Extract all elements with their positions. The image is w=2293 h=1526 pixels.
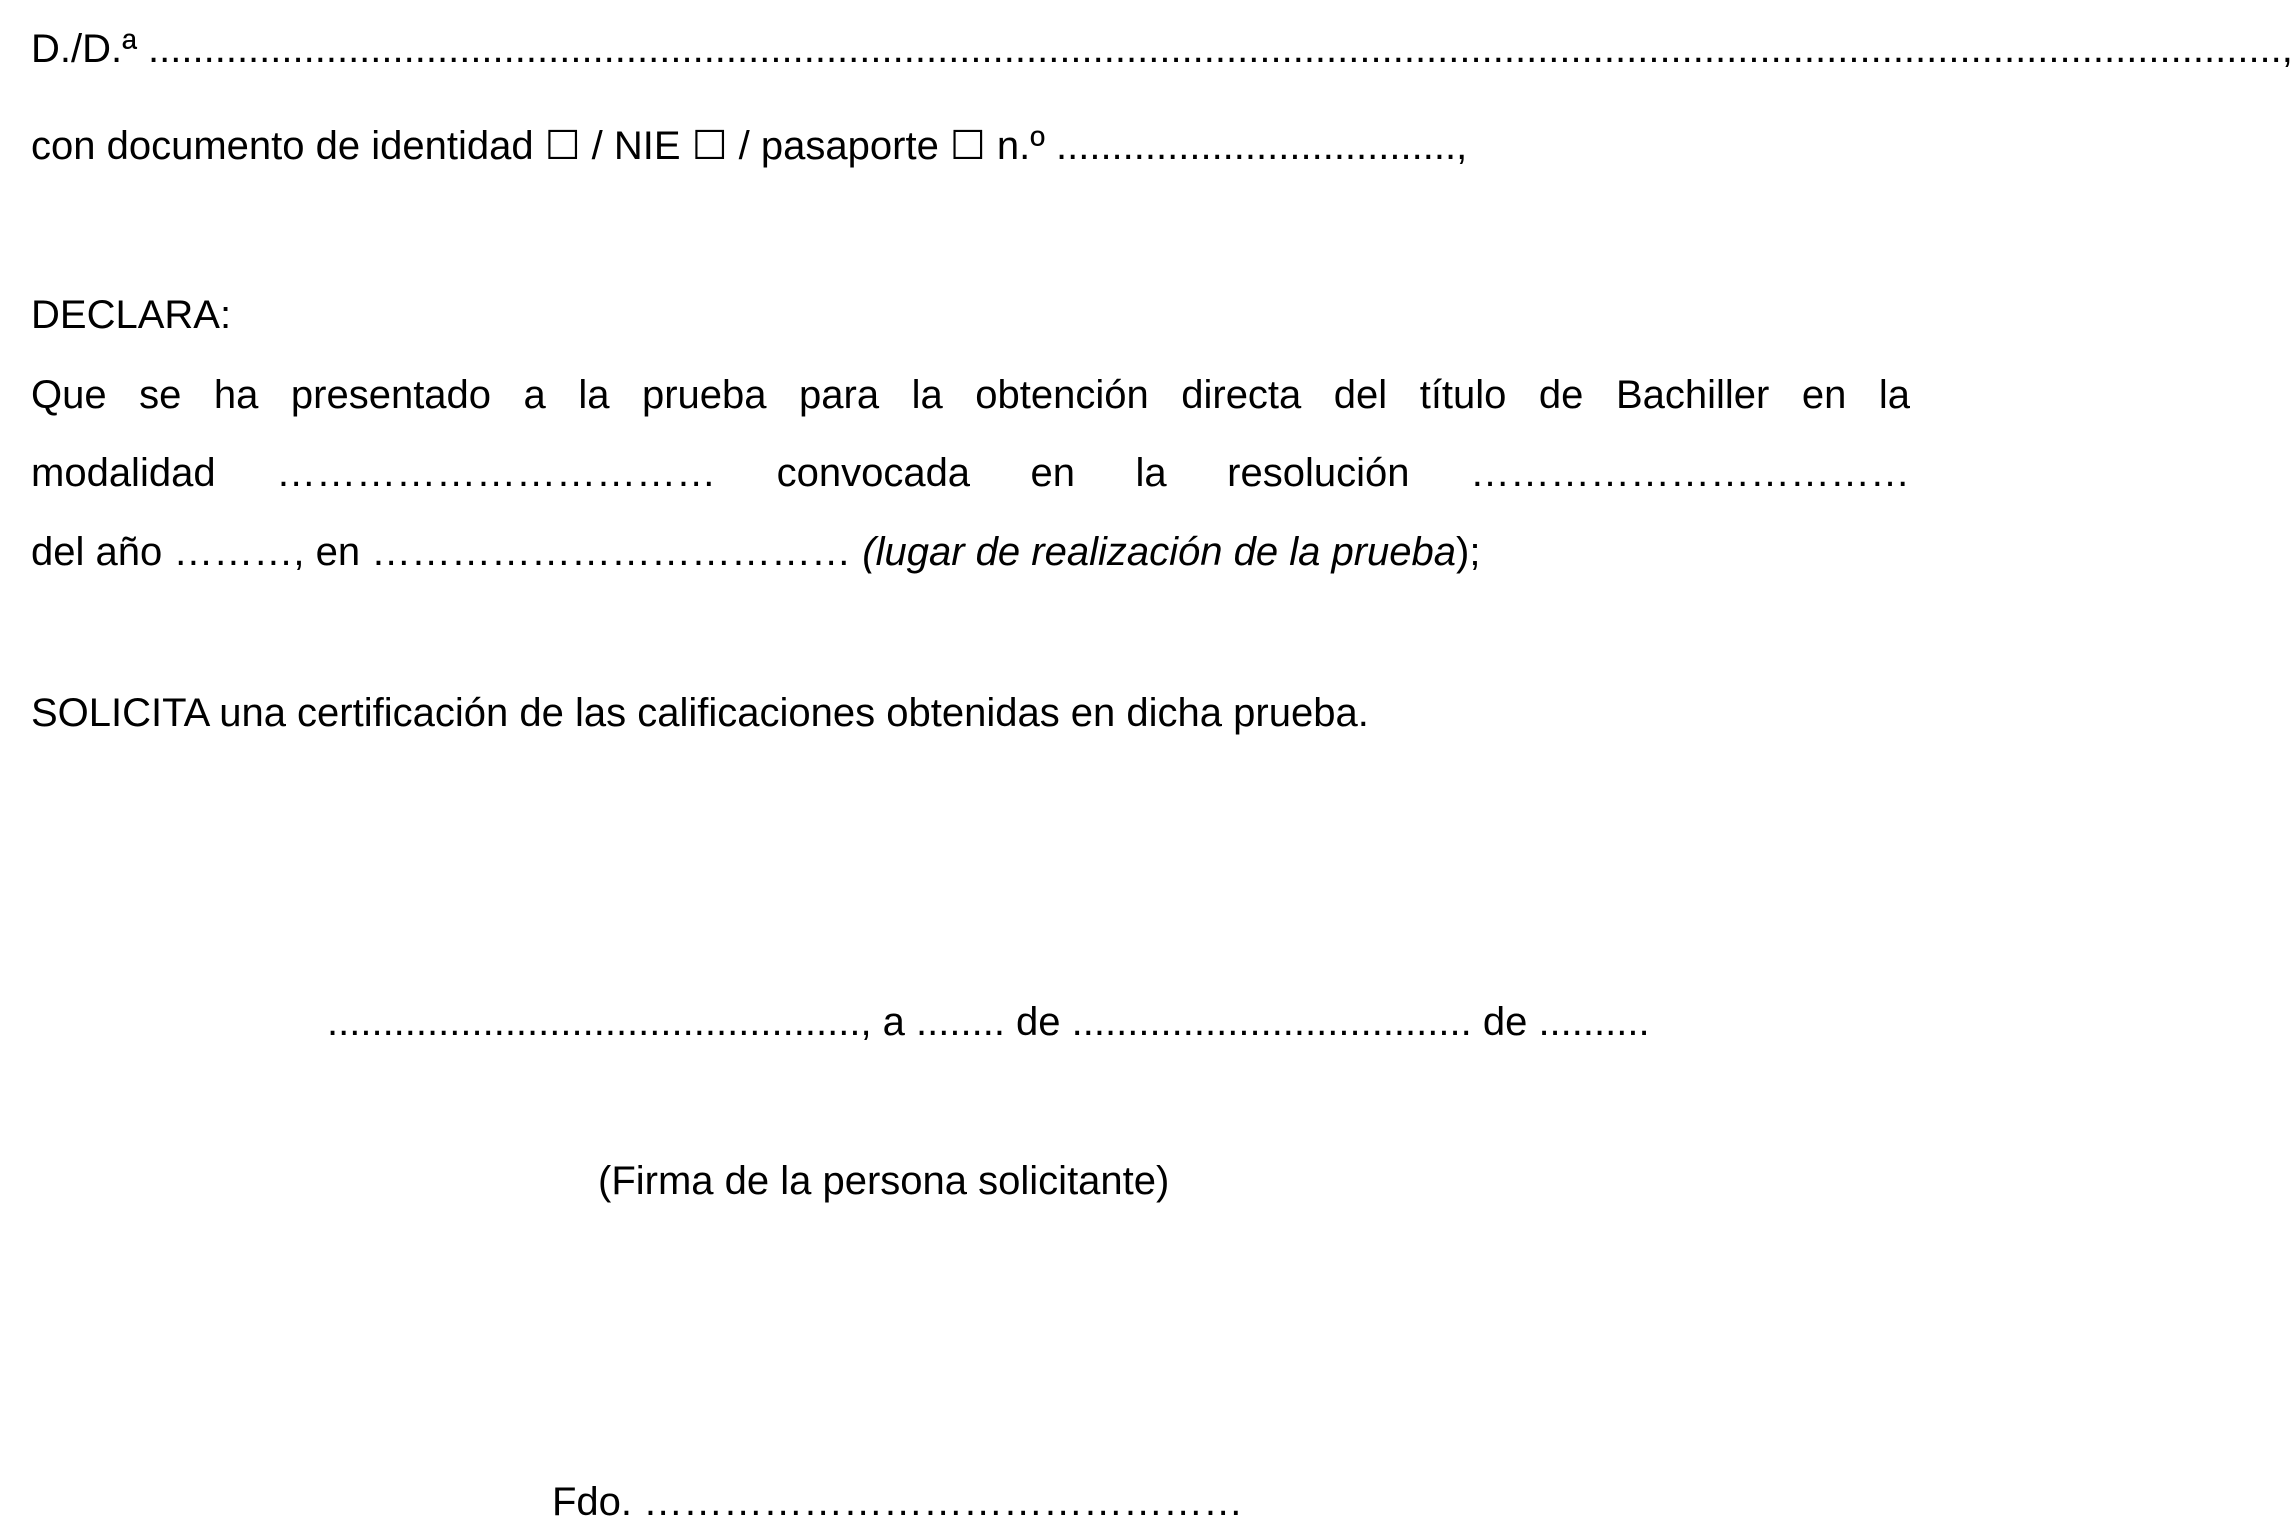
line-end: );: [1456, 530, 1481, 574]
modalidad-label: modalidad: [31, 451, 216, 495]
name-field-line: [31, 25, 2293, 73]
modalidad-blank[interactable]: ……………………………: [276, 451, 717, 495]
place-hint: (lugar de realización de la prueba: [862, 530, 1457, 574]
declara-line-2: [31, 449, 1910, 497]
declara-line-1: Que se ha presentado a la prueba para la obtención directa del título de Bachiller en la: [31, 373, 1910, 417]
id-suffix: ,: [1456, 124, 1468, 168]
resolucion-blank[interactable]: ……………………………: [1469, 451, 1910, 495]
declara-heading: DECLARA:: [31, 293, 232, 337]
fdo-line[interactable]: Fdo. ………………………………………: [552, 1480, 1244, 1524]
resolucion-label: convocada en la resolución: [776, 451, 1410, 495]
id-document-line: [31, 122, 1467, 170]
solicita-text: SOLICITA una certificación de las calificaciones obtenidas en dicha prueba.: [31, 691, 1369, 735]
id-document-label: con documento de identidad ☐ / NIE ☐ / pasaporte ☐ n.º: [31, 124, 1056, 168]
name-suffix: ,: [2281, 27, 2293, 71]
name-blank[interactable]: ................................................................................................................................................................................................: [148, 27, 2282, 71]
id-number-blank[interactable]: ....................................: [1055, 124, 1457, 168]
year-place-blanks[interactable]: del año ………, en ………………………………: [31, 530, 863, 574]
name-label: D./D.ª: [31, 27, 149, 71]
signature-label: (Firma de la persona solicitante): [598, 1159, 1170, 1203]
declara-line-3: [31, 528, 1480, 576]
date-place-line[interactable]: ................................................, a ........ de .................................... de ..........: [327, 1000, 1650, 1044]
